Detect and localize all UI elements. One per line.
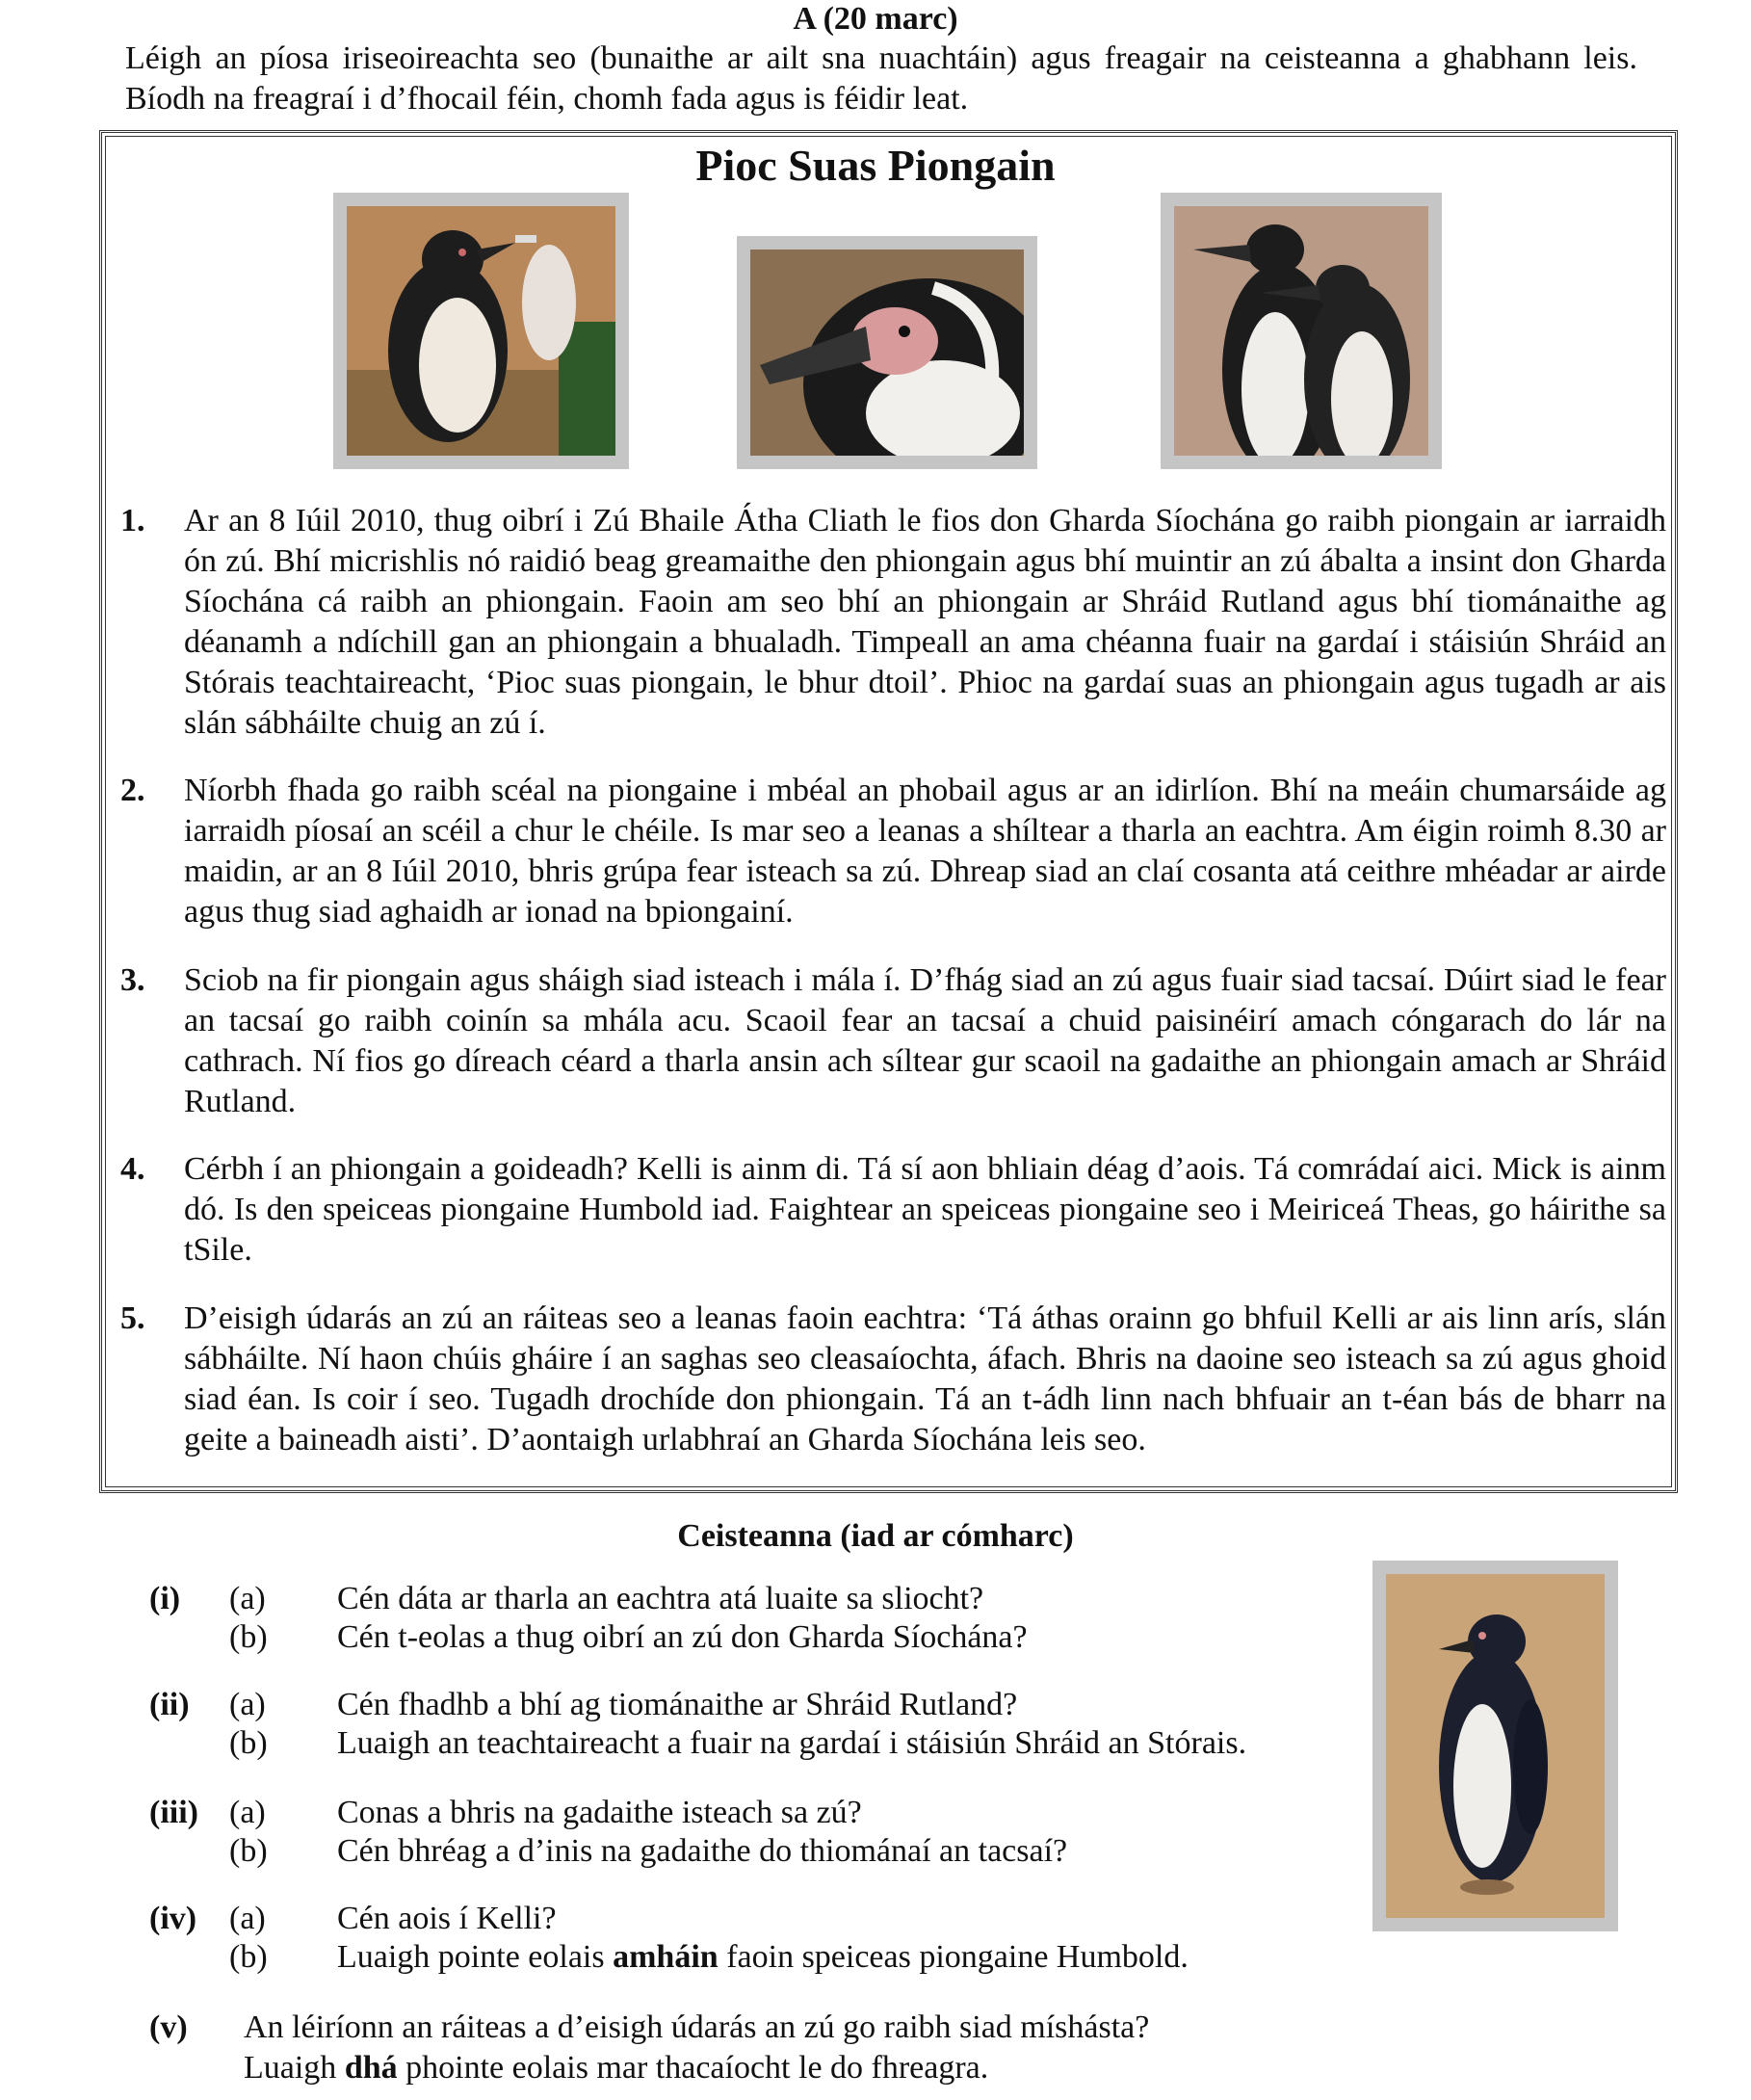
questions-title: Ceisteanna (iad ar cómharc) xyxy=(677,1518,1074,1554)
instructions: Léigh an píosa iriseoireachta seo (bunaithe ar ailt sna nuachtáin) agus freagair na ceisteanna a ghabhann leis. Bíodh na freagraí i d’fhocail féin, chomh fada agus is féidir leat. xyxy=(125,40,1637,117)
question-letter: (b) xyxy=(229,1939,268,1975)
question-text-part: Luaigh pointe eolais xyxy=(337,1939,614,1975)
question-number: (v) xyxy=(149,2009,188,2045)
question-letter: (a) xyxy=(229,1901,266,1936)
question-text xyxy=(244,2049,988,2087)
photo-penguin-head xyxy=(737,236,1037,469)
question-text-part: faoin speiceas piongaine Humbold. xyxy=(718,1939,1189,1975)
question-number: (ii) xyxy=(149,1687,190,1722)
question-text: Cén t-eolas a thug oibrí an zú don Gharda Síochána? xyxy=(337,1619,1028,1655)
question-text: Luaigh an teachtaireacht a fuair na gardaí i stáisiún Shráid an Stórais. xyxy=(337,1725,1247,1761)
question-number: (iv) xyxy=(149,1901,197,1936)
article-paragraph xyxy=(120,771,1666,932)
question-text-part: Luaigh xyxy=(244,2050,345,2086)
question-text: Cén aois í Kelli? xyxy=(337,1901,557,1936)
question-text: Conas a bhris na gadaithe isteach sa zú? xyxy=(337,1795,862,1830)
section-title: A (20 marc) xyxy=(793,1,958,37)
question-letter: (b) xyxy=(229,1833,268,1869)
paragraph-text: Sciob na fir piongain agus sháigh siad isteach i mála í. D’fhág siad an zú agus fuair siad tacsaí. Dúirt siad le fear an tacsaí go raibh coinín sa mhála acu. Scaoil fear an tacsaí a chuid paisinéirí amach cóngarach do lár na cathrach. Ní fios go díreach céard a tharla ansin ach síltear gur scaoil na gadaithe an phiongain amach ar Shráid Rutland. xyxy=(184,962,1666,1119)
article-paragraph xyxy=(120,1149,1666,1271)
paragraph-text: Níorbh fhada go raibh scéal na piongaine i mbéal an phobail agus ar an idirlíon. Bhí na meáin chumarsáide ag iarraidh píosaí an scéil a chur le chéile. Is mar seo a leanas a shíltear a tharla an eachtra. Am éigin roimh 8.30 ar maidin, ar an 8 Iúil 2010, bhris grúpa fear isteach sa zú. Dhreap siad an claí cosanta atá ceithre mhéadar ar airde agus thug siad aghaidh ar ionad na bpiongainí. xyxy=(184,773,1666,930)
question-letter: (b) xyxy=(229,1725,268,1761)
question-letter: (a) xyxy=(229,1687,266,1722)
question-letter: (a) xyxy=(229,1581,266,1616)
question-text: An léiríonn an ráiteas a d’eisigh údarás an zú go raibh siad míshásta? xyxy=(244,2009,1150,2045)
paragraph-number: 3. xyxy=(120,962,145,998)
paragraph-number: 1. xyxy=(120,503,145,538)
question-text: Cén dáta ar tharla an eachtra atá luaite sa sliocht? xyxy=(337,1581,984,1616)
question-text-emphasis: dhá xyxy=(344,2050,398,2086)
paragraph-number: 2. xyxy=(120,773,145,808)
question-text: Cén fhadhb a bhí ag tiománaithe ar Shráid Rutland? xyxy=(337,1687,1018,1722)
article-paragraph xyxy=(120,1299,1666,1460)
question-number: (i) xyxy=(149,1581,181,1616)
question-letter: (a) xyxy=(229,1795,266,1830)
article-paragraph xyxy=(120,501,1666,744)
question-number: (iii) xyxy=(149,1795,198,1830)
question-text: Cén bhréag a d’inis na gadaithe do thiománaí an tacsaí? xyxy=(337,1833,1068,1869)
photo-two-penguins xyxy=(1161,193,1442,469)
question-text-emphasis: amháin xyxy=(613,1939,719,1975)
photo-penguin-feeding xyxy=(333,193,629,469)
question-text xyxy=(337,1938,1189,1977)
paragraph-text: Ar an 8 Iúil 2010, thug oibrí i Zú Bhaile Átha Cliath le fios don Gharda Síochána go raibh piongain ar iarraidh ón zú. Bhí micrishlis nó raidió beag greamaithe den phiongain agus bhí muintir an zú ábalta a insint don Gharda Síochána cá raibh an phiongain. Faoin am seo bhí an phiongain ar Shráid Rutland agus bhí tiománaithe ag déanamh a ndíchill gan an phiongain a bhualadh. Timpeall an ama chéanna fuair na gardaí i stáisiún Shráid an Stórais teachtaireacht, ‘Pioc suas piongain, le bhur dtoil’. Phioc na gardaí suas an phiongain agus tugadh ar ais slán sábháilte chuig an zú í. xyxy=(184,503,1666,741)
article-title: Pioc Suas Piongain xyxy=(695,141,1056,190)
photo-penguin-standing xyxy=(1372,1561,1618,1931)
paragraph-text: Cérbh í an phiongain a goideadh? Kelli is ainm di. Tá sí aon bhliain déag d’aois. Tá comrádaí aici. Mick is ainm dó. Is den speiceas piongaine Humbold iad. Faightear an speiceas piongaine seo i Meiriceá Theas, go háirithe sa tSile. xyxy=(184,1151,1666,1268)
paragraph-number: 5. xyxy=(120,1300,145,1336)
article-paragraph xyxy=(120,960,1666,1122)
paragraph-text: D’eisigh údarás an zú an ráiteas seo a leanas faoin eachtra: ‘Tá áthas orainn go bhfuil Kelli ar ais linn arís, slán sábháilte. Ní haon chúis gháire í an saghas seo cleasaíochta, áfach. Bhris na daoine seo isteach sa zú agus ghoid siad éan. Is coir í seo. Tugadh drochíde don phiongain. Tá an t-ádh linn nach bhfuair an t-éan bás de bharr na geite a baineadh aisti’. D’aontaigh urlabhraí an Gharda Síochána leis seo. xyxy=(184,1300,1666,1457)
question-letter: (b) xyxy=(229,1619,268,1655)
question-text-part: phointe eolais mar thacaíocht le do fhreagra. xyxy=(397,2050,989,2086)
paragraph-number: 4. xyxy=(120,1151,145,1187)
